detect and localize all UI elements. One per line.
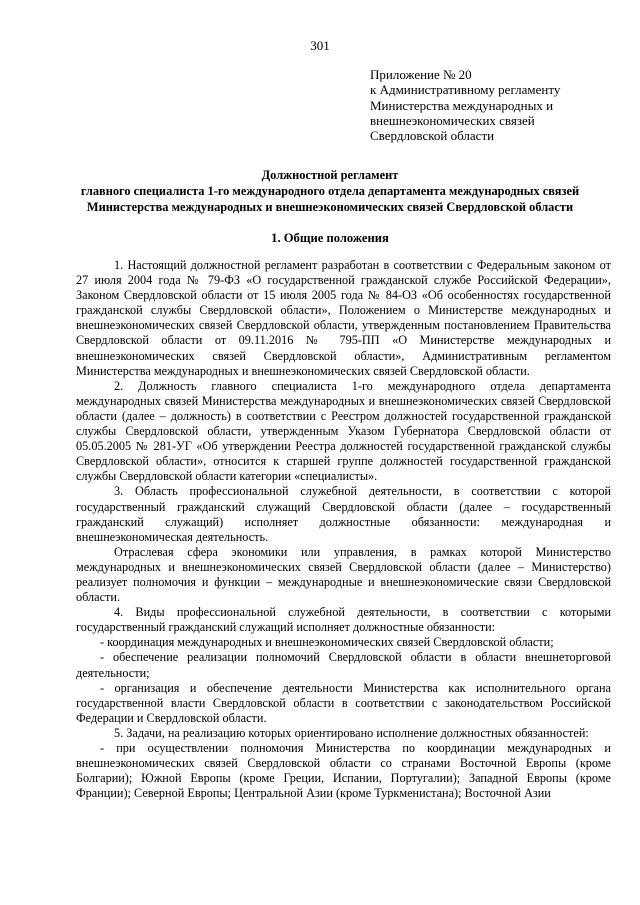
- page-number: 301: [310, 38, 330, 53]
- list-item: - при осуществлении полномочия Министерства по координации международных и внешнеэкономических связей Свердловской области со странами Восточной Европы (кроме Болгарии); Южной Европы (кроме Греции, Испании, Португалии); Западной Европы (кроме Франции); Северной Европы; Центральной Азии (кроме Туркменистана); Восточной Азии: [76, 741, 611, 801]
- paragraph: 1. Настоящий должностной регламент разработан в соответствии с Федеральным законом от 27 июля 2004 года № 79-ФЗ «О государственной гражданской службе Российской Федерации», Законом Свердловской области от 15 июля 2005 года № 84-ОЗ «Об особенностях государственной гражданской службы Свердловской области», Положением о Министерстве международных и внешнеэкономических связей Свердловской области, утвержденным постановлением Правительства Свердловской области от 09.11.2016 № 795-ПП «О Министерстве международных и внешнеэкономических связей Свердловской области», Административным регламентом Министерства международных и внешнеэкономических связей Свердловской области.: [76, 258, 611, 378]
- paragraph: 5. Задачи, на реализацию которых ориентировано исполнение должностных обязанностей:: [114, 725, 589, 740]
- appendix-line: Министерства международных и: [370, 97, 554, 113]
- title-line: Должностной регламент: [261, 168, 399, 182]
- paragraph: Отраслевая сфера экономики или управления, в рамках которой Министерство международных и внешнеэкономических связей Свердловской области (далее – Министерство) реализует полномочия и функции – международные и внешнеэкономические связи Свердловской области.: [76, 544, 611, 605]
- appendix-line: Приложение № 20: [370, 67, 472, 82]
- appendix-line: Свердловской области: [370, 128, 495, 144]
- appendix-line: к Административному регламенту: [370, 82, 561, 98]
- list-item: - организация и обеспечение деятельности Министерства как исполнительного органа государственной власти Свердловской области в соответствии с законодательством Российской Федерации и Свердловской области.: [76, 680, 611, 725]
- paragraph: 4. Виды профессиональной служебной деятельности, в соответствии с которыми государственный гражданский служащий исполняет должностные обязанности:: [76, 605, 611, 635]
- paragraph: 3. Область профессиональной служебной деятельности, в соответствии с которой государственный гражданский служащий Свердловской области (далее – государственный гражданский служащий) исполняет должностные обязанности: международная и внешнеэкономическая деятельность.: [76, 484, 611, 544]
- section-heading: 1. Общие положения: [271, 231, 389, 245]
- title-line: Министерства международных и внешнеэкономических связей Свердловской области: [86, 200, 574, 214]
- title-line: главного специалиста 1-го международного отдела департамента международных связей: [80, 184, 580, 198]
- document-body: [76, 258, 611, 801]
- appendix-line: внешнеэкономических связей: [370, 112, 535, 128]
- list-item: - координация международных и внешнеэкономических связей Свердловской области;: [100, 635, 554, 650]
- list-item: - обеспечение реализации полномочий Свердловской области в области внешнеторговой деятельности;: [76, 650, 611, 680]
- document-title: [55, 167, 605, 215]
- appendix-note: [370, 67, 630, 143]
- paragraph: 2. Должность главного специалиста 1-го международного отдела департамента международных связей Министерства международных и внешнеэкономических связей Свердловской области (далее – должность) в соответствии с Реестром должностей государственной гражданской службы Свердловской области, утвержденным Указом Губернатора Свердловской области от 05.05.2005 № 281-УГ «Об утверждении Реестра должностей государственной гражданской службы Свердловской области», относится к старшей группе должностей государственной гражданской службы Свердловской области категории «специалисты».: [76, 378, 611, 484]
